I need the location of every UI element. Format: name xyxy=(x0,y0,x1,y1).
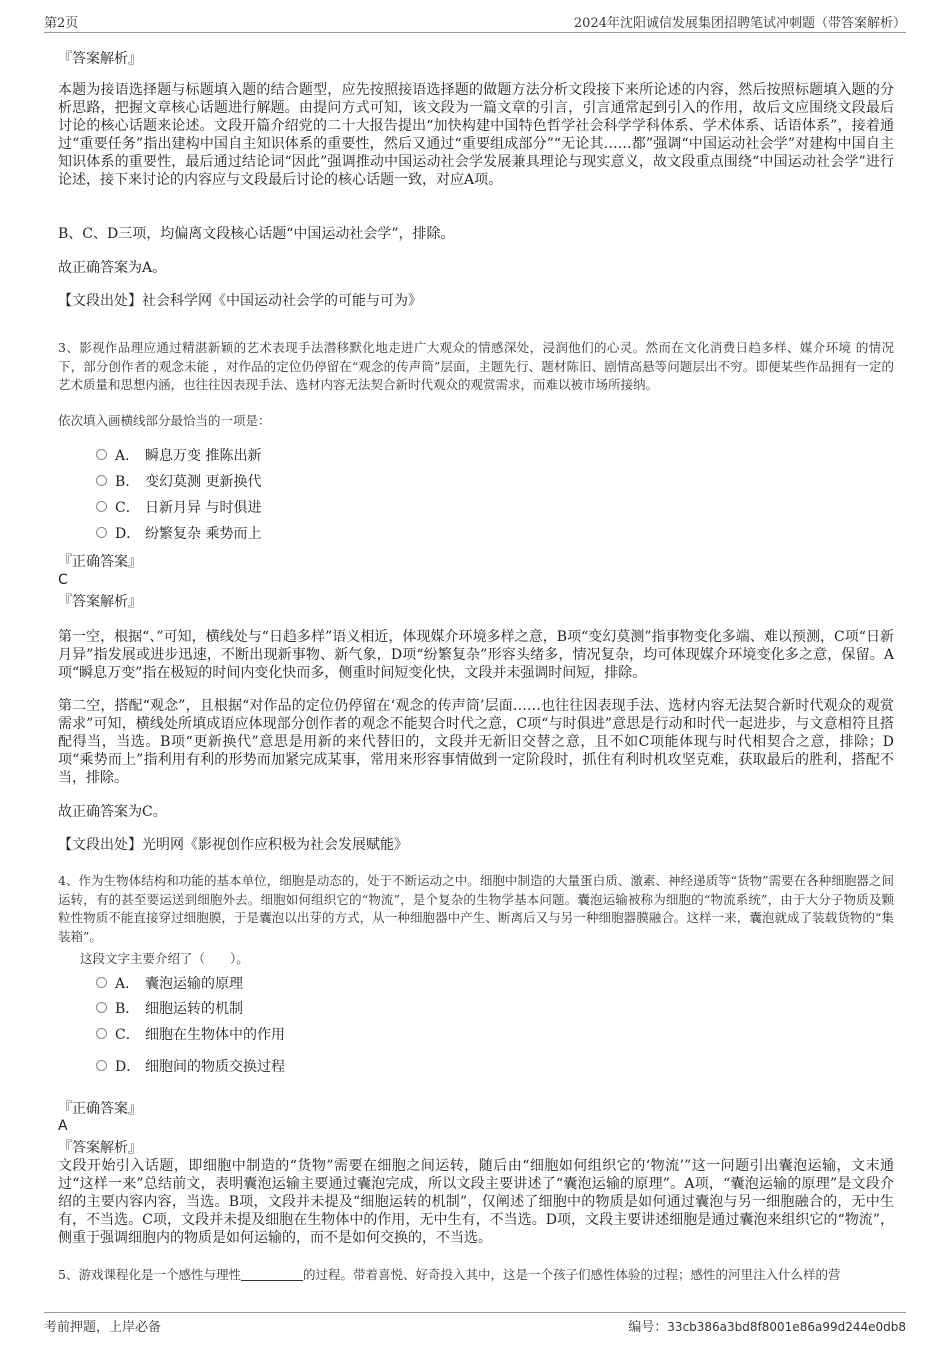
radio-icon[interactable] xyxy=(96,527,107,538)
q3-option-c[interactable] xyxy=(96,499,261,517)
option-text: 细胞在生物体中的作用 xyxy=(145,1027,285,1043)
q4-correct-answer: A xyxy=(58,1118,68,1134)
q5-stem xyxy=(58,1266,894,1285)
q2-analysis-label: 『答案解析』 xyxy=(58,51,142,67)
option-text: 日新月异 与时俱进 xyxy=(145,500,262,516)
option-text: 纷繁复杂 乘势而上 xyxy=(145,526,262,542)
q3-correct-label: 『正确答案』 xyxy=(58,554,142,570)
option-key: D． xyxy=(115,1059,141,1075)
radio-icon[interactable] xyxy=(96,501,107,512)
option-text: 瞬息万变 推陈出新 xyxy=(145,448,262,464)
option-key: A． xyxy=(115,976,140,992)
page-footer xyxy=(44,1312,906,1335)
q5-stem-after: 的过程。带着喜悦、好奇投入其中，这是一个孩子们感性体验的过程；感性的河里注入什么样的营 xyxy=(302,1267,841,1282)
q3-option-d[interactable] xyxy=(96,525,261,543)
q2-source: 【文段出处】社会科学网《中国运动社会学的可能与可为》 xyxy=(58,293,422,309)
q4-option-b[interactable] xyxy=(96,1000,243,1018)
radio-icon[interactable] xyxy=(96,977,107,988)
q4-prompt: 这段文字主要介绍了（ ）。 xyxy=(80,951,249,966)
option-key: C． xyxy=(115,500,140,516)
q4-option-d[interactable] xyxy=(96,1058,285,1076)
q3-source: 【文段出处】光明网《影视创作应积极为社会发展赋能》 xyxy=(58,837,408,853)
q3-analysis-paragraph-1: 第一空，根据“、”可知，横线处与“日趋多样”语义相近，体现媒介环境多样之意，B项“变幻莫测”指事物变化多端、难以预测，C项“日新月异”指发展或进步迅速，不断出现新事物、新气象，D项“纷繁复杂”形容头绪多，情况复杂，均可体现媒介环境变化多之意，保留。A项“瞬息万变”指在极短的时间内变化快而多，侧重时间短变化快，文段并未强调时间短，排除。 xyxy=(58,629,894,681)
q3-correct-answer: C xyxy=(58,572,68,588)
q3-stem: 3、影视作品理应通过精湛新颖的艺术表现手法潜移默化地走进广大观众的情感深处，浸润他们的心灵。然而在文化消费日趋多样、媒介环境 的情况下，部分创作者的观念未能 ，对作品的定位仍停留在“观念的传声筒”层面，主题先行、题材陈旧、剧情高悬等问题层出不穷。即便某些作品拥有一定的艺术质量和思想内涵，也往往因表现手法、选材内容无法契合新时代观众的观赏需求，而难以被市场所接纳。 xyxy=(58,340,894,392)
option-key: A． xyxy=(115,448,140,464)
radio-icon[interactable] xyxy=(96,1060,107,1071)
q4-analysis-label: 『答案解析』 xyxy=(58,1140,142,1156)
q4-option-c[interactable] xyxy=(96,1026,285,1044)
q4-analysis-paragraph: 文段开始引入话题，即细胞中制造的“货物”需要在细胞之间运转，随后由“细胞如何组织它的‘物流’”这一问题引出囊泡运输，文末通过“这样一来”总结前文，表明囊泡运输主要通过囊泡完成，所以文段主要讲述了“囊泡运输的原理”。A项，“囊泡运输的原理”是文段介绍的主要内容内容，当选。B项，文段并未提及“细胞运转的机制”，仅阐述了细胞中的物质是如何通过囊泡与另一细胞融合的，无中生有，不当选。C项，文段并未提及细胞在生物体中的作用，无中生有，不当选。D项，文段主要讲述细胞是通过囊泡来组织它的“物流”，侧重于强调细胞内的物质是如何运输的，而不是如何交换的，不当选。 xyxy=(58,1158,894,1246)
option-key: B． xyxy=(115,1001,140,1017)
option-key: D． xyxy=(115,526,141,542)
q3-analysis-paragraph-2: 第二空，搭配“观念”，且根据“对作品的定位仍停留在‘观念的传声筒’层面……也往往因表现手法、选材内容无法契合新时代观众的观赏需求”可知，横线处所填成语应体现部分创作者的观念不能契合时代之意，C项“与时俱进”意思是行动和时代一起进步，与文意相符且搭配得当，当选。B项“更新换代”意思是用新的来代替旧的，文段并无新旧交替之意，且不如C项能体现与时代相契合之意，排除；D项“乘势而上”指利用有利的形势而加紧完成某事，常用来形容事情做到一定阶段时，抓住有利时机攻坚克难，获取最后的胜利，搭配不当，排除。 xyxy=(58,698,894,786)
option-text: 囊泡运输的原理 xyxy=(145,976,243,992)
document-code xyxy=(628,1316,906,1335)
page-number: 第2页 xyxy=(44,16,79,31)
q2-analysis-paragraph-2: B、C、D三项，均偏离文段核心话题“中国运动社会学”，排除。 xyxy=(58,226,455,242)
q2-conclusion: 故正确答案为A。 xyxy=(58,260,167,276)
q3-conclusion: 故正确答案为C。 xyxy=(58,804,167,820)
q3-prompt: 依次填入画横线部分最恰当的一项是： xyxy=(58,413,271,428)
q3-option-b[interactable] xyxy=(96,473,261,491)
option-text: 细胞间的物质交换过程 xyxy=(145,1059,285,1075)
radio-icon[interactable] xyxy=(96,449,107,460)
option-text: 变幻莫测 更新换代 xyxy=(145,474,262,490)
option-text: 细胞运转的机制 xyxy=(145,1001,243,1017)
document-title: 2024年沈阳诚信发展集团招聘笔试冲刺题（带答案解析） xyxy=(573,16,906,31)
code-value: 33cb386a3bd8f8001e86a99d244e0db8 xyxy=(667,1320,906,1334)
q2-analysis-paragraph-1: 本题为接语选择题与标题填入题的结合题型，应先按照接语选择题的做题方法分析文段接下来所论述的内容，然后按照标题填入题的分析思路，把握文章核心话题进行解题。由提问方式可知，该文段为一篇文章的引言，引言通常起到引入的作用，故后文应围绕文段最后讨论的核心话题来论述。文段开篇介绍党的二十大报告提出“加快构建中国特色哲学社会科学学科体系、学术体系、话语体系”，接着通过“重要任务”指出建构中国自主知识体系的重要性，然后又通过“重要组成部分”“无论其……都”强调“中国运动社会学”对建构中国自主知识体系的重要性，最后通过结论词“因此”强调推动中国运动社会学发展兼具理论与现实意义，故文段重点围绕“中国运动社会学”进行论述，接下来讨论的内容应与文段最后讨论的核心话题一致，对应A项。 xyxy=(58,82,894,188)
q4-option-a[interactable] xyxy=(96,975,243,993)
q3-analysis-label: 『答案解析』 xyxy=(58,594,142,610)
q3-option-a[interactable] xyxy=(96,447,261,465)
page-header xyxy=(44,10,906,33)
q4-correct-label: 『正确答案』 xyxy=(58,1101,142,1117)
option-key: B． xyxy=(115,474,140,490)
radio-icon[interactable] xyxy=(96,1028,107,1039)
fill-blank[interactable] xyxy=(241,1268,303,1281)
radio-icon[interactable] xyxy=(96,475,107,486)
footer-slogan: 考前押题，上岸必备 xyxy=(44,1320,162,1335)
radio-icon[interactable] xyxy=(96,1002,107,1013)
option-key: C． xyxy=(115,1027,140,1043)
q4-stem: 4、作为生物体结构和功能的基本单位，细胞是动态的，处于不断运动之中。细胞中制造的大量蛋白质、激素、神经递质等“货物”需要在各种细胞器之间运转，有的甚至要运送到细胞外去。细胞如何组织它的“物流”，是个复杂的生物学基本问题。囊泡运输被称为细胞的“物流系统”，由于大分子物质及颗粒性物质不能直接穿过细胞膜，于是囊泡以出芽的方式，从一种细胞器中产生、断离后又与另一种细胞器膜融合。这样一来，囊泡就成了装载货物的“集装箱”。 xyxy=(58,873,894,944)
code-label: 编号： xyxy=(628,1320,668,1335)
q5-stem-before: 5、游戏课程化是一个感性与理性 xyxy=(58,1267,241,1282)
